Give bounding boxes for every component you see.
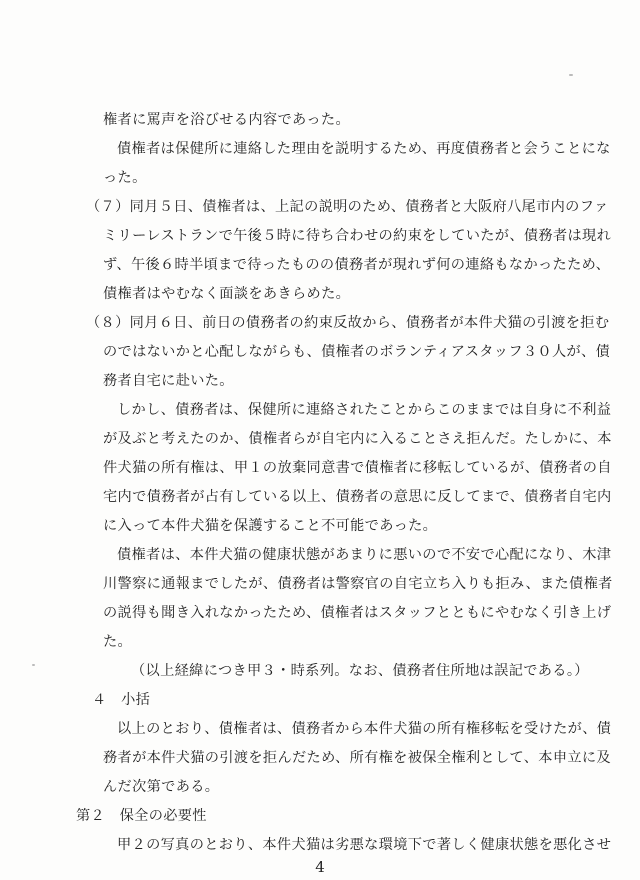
section-heading-dai2: 第２ 保全の必要性: [76, 808, 207, 824]
scan-speck: [569, 74, 573, 76]
text-line-15: に入って本件犬猫を保護すること不可能であった。: [103, 518, 438, 534]
text-line-22: 以上のとおり、債権者は、債務者から本件犬猫の所有権移転を受けたが、債: [117, 721, 612, 737]
text-line-11: しかし、債務者は、保健所に連絡されたことからこのままでは自身に不利益: [117, 402, 612, 418]
text-line-6: ず、午後６時半頃まで待ったものの債務者が現れず何の連絡もなかったため、: [103, 257, 611, 273]
text-line-23: 務者が本件犬猫の引渡を拒んだため、所有権を被保全権利として、本申立に及: [103, 750, 611, 766]
text-line-16: 債権者は、本件犬猫の健康状態があまりに悪いので不安で心配になり、木津: [117, 547, 612, 563]
text-line-17: 川警察に通報までしたが、債務者は警察官の自宅立ち入りも拒み、また債権者: [103, 576, 613, 592]
text-line-1: 権者に罵声を浴びせる内容であった。: [103, 112, 350, 128]
text-line-5: ミリーレストランで午後５時に待ち合わせの約束をしていたが、債務者は現れ: [103, 228, 612, 244]
text-line-12: が及ぶと考えたのか、債権者らが自宅内に入ることさえ拒んだ。たしかに、本: [103, 431, 612, 447]
text-line-19: た。: [103, 634, 133, 650]
text-line-8: （８）同月６日、前日の債務者の約束反故から、債務者が本件犬猫の引渡を拒む: [86, 315, 610, 331]
text-line-13: 件犬猫の所有権は、甲１の放棄同意書で債権者に移転しているが、債務者の自: [103, 460, 612, 476]
text-line-20: （以上経緯につき甲３・時系列。なお、債務者住所地は誤記である。）: [131, 663, 589, 679]
section-heading-4: ４ 小括: [92, 692, 151, 708]
text-line-24: んだ次第である。: [103, 779, 220, 795]
text-line-2: 債権者は保健所に連絡した理由を説明するため、再度債務者と会うことにな: [117, 141, 611, 157]
text-line-10: 務者自宅に赴いた。: [103, 373, 234, 389]
text-line-18: の説得も聞き入れなかったため、債権者はスタッフとともにやむなく引き上げ: [103, 605, 612, 621]
text-line-9: のではないかと心配しながらも、債権者のボランティアスタッフ３０人が、債: [103, 344, 611, 360]
text-line-4: （７）同月５日、債権者は、上記の説明のため、債務者と大阪府八尾市内のファ: [86, 199, 609, 215]
text-line-3: った。: [103, 170, 147, 186]
text-line-7: 債権者はやむなく面談をあきらめた。: [103, 286, 351, 302]
text-line-26: 甲２の写真のとおり、本件犬猫は劣悪な環境下で著しく健康状態を悪化させ: [117, 837, 612, 853]
scan-speck: [32, 664, 35, 666]
text-line-14: 宅内で債務者が占有している以上、債務者の意思に反してまで、債務者自宅内: [103, 489, 612, 505]
page-number: 4: [315, 858, 325, 876]
